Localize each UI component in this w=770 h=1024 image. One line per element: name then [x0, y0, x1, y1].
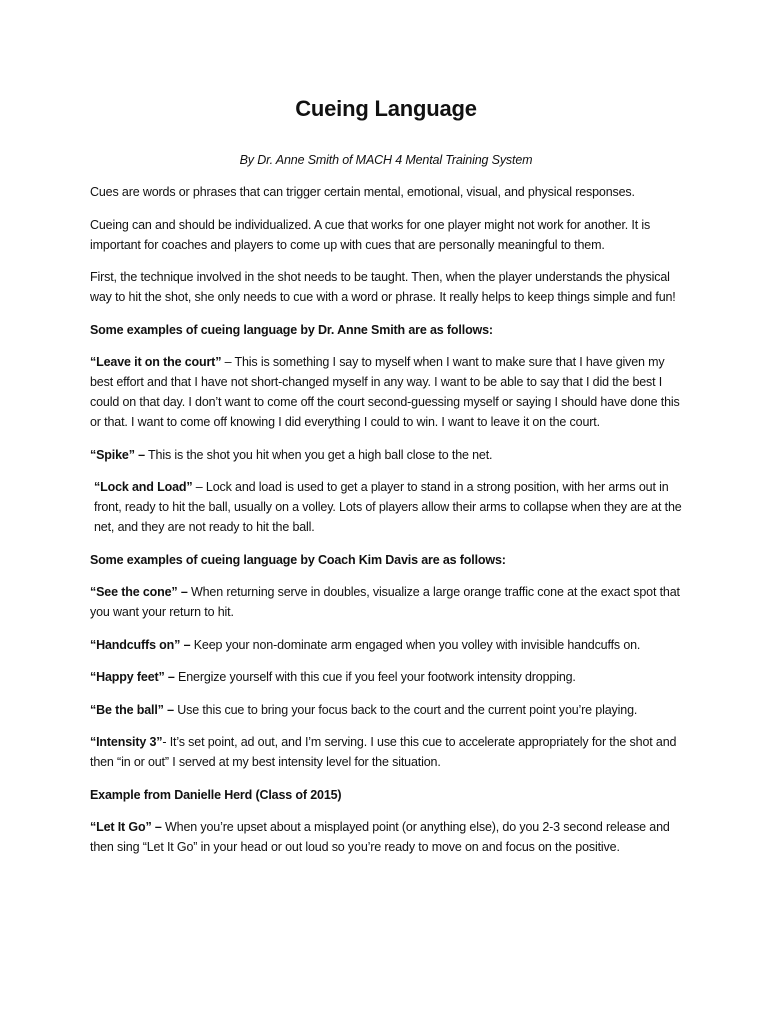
cue-term: “Spike” – [90, 447, 145, 462]
document-title: Cueing Language [295, 96, 477, 121]
cue-term: “See the cone” – [90, 585, 188, 599]
cue-paragraph [90, 352, 682, 432]
intro-paragraph: First, the technique involved in the shot needs to be taught. Then, when the player understands the physical way to hit the shot, she only needs to cue with a word or phrase. It really helps to keep things simple and fun! [90, 270, 676, 304]
cue-term: “Let It Go” – [90, 820, 162, 834]
cue-text: - It’s set point, ad out, and I’m serving. I use this cue to accelerate appropriately for the shot and then “in or out” I served at my best intensity level for the situation. [90, 735, 677, 769]
cue-term: “Intensity 3” [90, 735, 163, 749]
cue-term: “Happy feet” – [90, 670, 175, 684]
cue-text: – Lock and load is used to get a player to stand in a strong position, with her arms out in front, ready to hit the ball, usually on a volley. Lots of players allow their arms to collapse when they are at the net, and they are not ready to hit the ball. [94, 480, 682, 534]
intro-paragraph: Cues are words or phrases that can trigger certain mental, emotional, visual, and physical responses. [90, 185, 635, 199]
section-heading-herd: Example from Danielle Herd (Class of 2015) [90, 787, 342, 802]
cue-term: “Leave it on the court” [90, 355, 222, 369]
byline: By Dr. Anne Smith of MACH 4 Mental Training System [239, 153, 533, 167]
cue-text: Keep your non-dominate arm engaged when you volley with invisible handcuffs on. [190, 637, 641, 652]
cue-text: This is the shot you hit when you get a high ball close to the net. [144, 447, 493, 462]
section-heading-smith: Some examples of cueing language by Dr. Anne Smith are as follows: [90, 322, 493, 337]
cue-term: “Lock and Load” [94, 480, 193, 494]
cue-paragraph [90, 817, 682, 857]
cue-paragraph [90, 582, 682, 622]
cue-text: Use this cue to bring your focus back to the court and the current point you’re playing. [173, 702, 638, 717]
cue-text: When you’re upset about a misplayed point (or anything else), do you 2-3 second release and then sing “Let It Go” in your head or out loud so you’re ready to move on and focus on the positive. [90, 820, 670, 854]
cue-paragraph [90, 445, 682, 465]
cue-text: – This is something I say to myself when I want to make sure that I have given my best effort and that I have not short-changed myself in any way. I want to be able to say that I did the best I could on that day. I don’t want to come off the court second-guessing myself or saying I should have done this or that. I want to come off knowing I did everything I could to win. I want to leave it on the court. [90, 355, 680, 429]
cue-paragraph [90, 667, 682, 687]
cue-paragraph [90, 700, 682, 720]
cue-paragraph [90, 477, 682, 537]
document-page [90, 94, 682, 870]
cue-paragraph [90, 635, 682, 655]
cue-paragraph [90, 732, 682, 772]
cue-term: “Handcuffs on” – [90, 637, 191, 652]
intro-paragraph: Cueing can and should be individualized. A cue that works for one player might not work for another. It is important for coaches and players to come up with cues that are personally meaningful to them. [90, 217, 651, 252]
cue-text: When returning serve in doubles, visualize a large orange traffic cone at the exact spot that you want your return to hit. [90, 585, 680, 619]
section-heading-davis: Some examples of cueing language by Coach Kim Davis are as follows: [90, 552, 506, 567]
cue-term: “Be the ball” – [90, 702, 174, 717]
cue-text: Energize yourself with this cue if you feel your footwork intensity dropping. [174, 670, 576, 684]
